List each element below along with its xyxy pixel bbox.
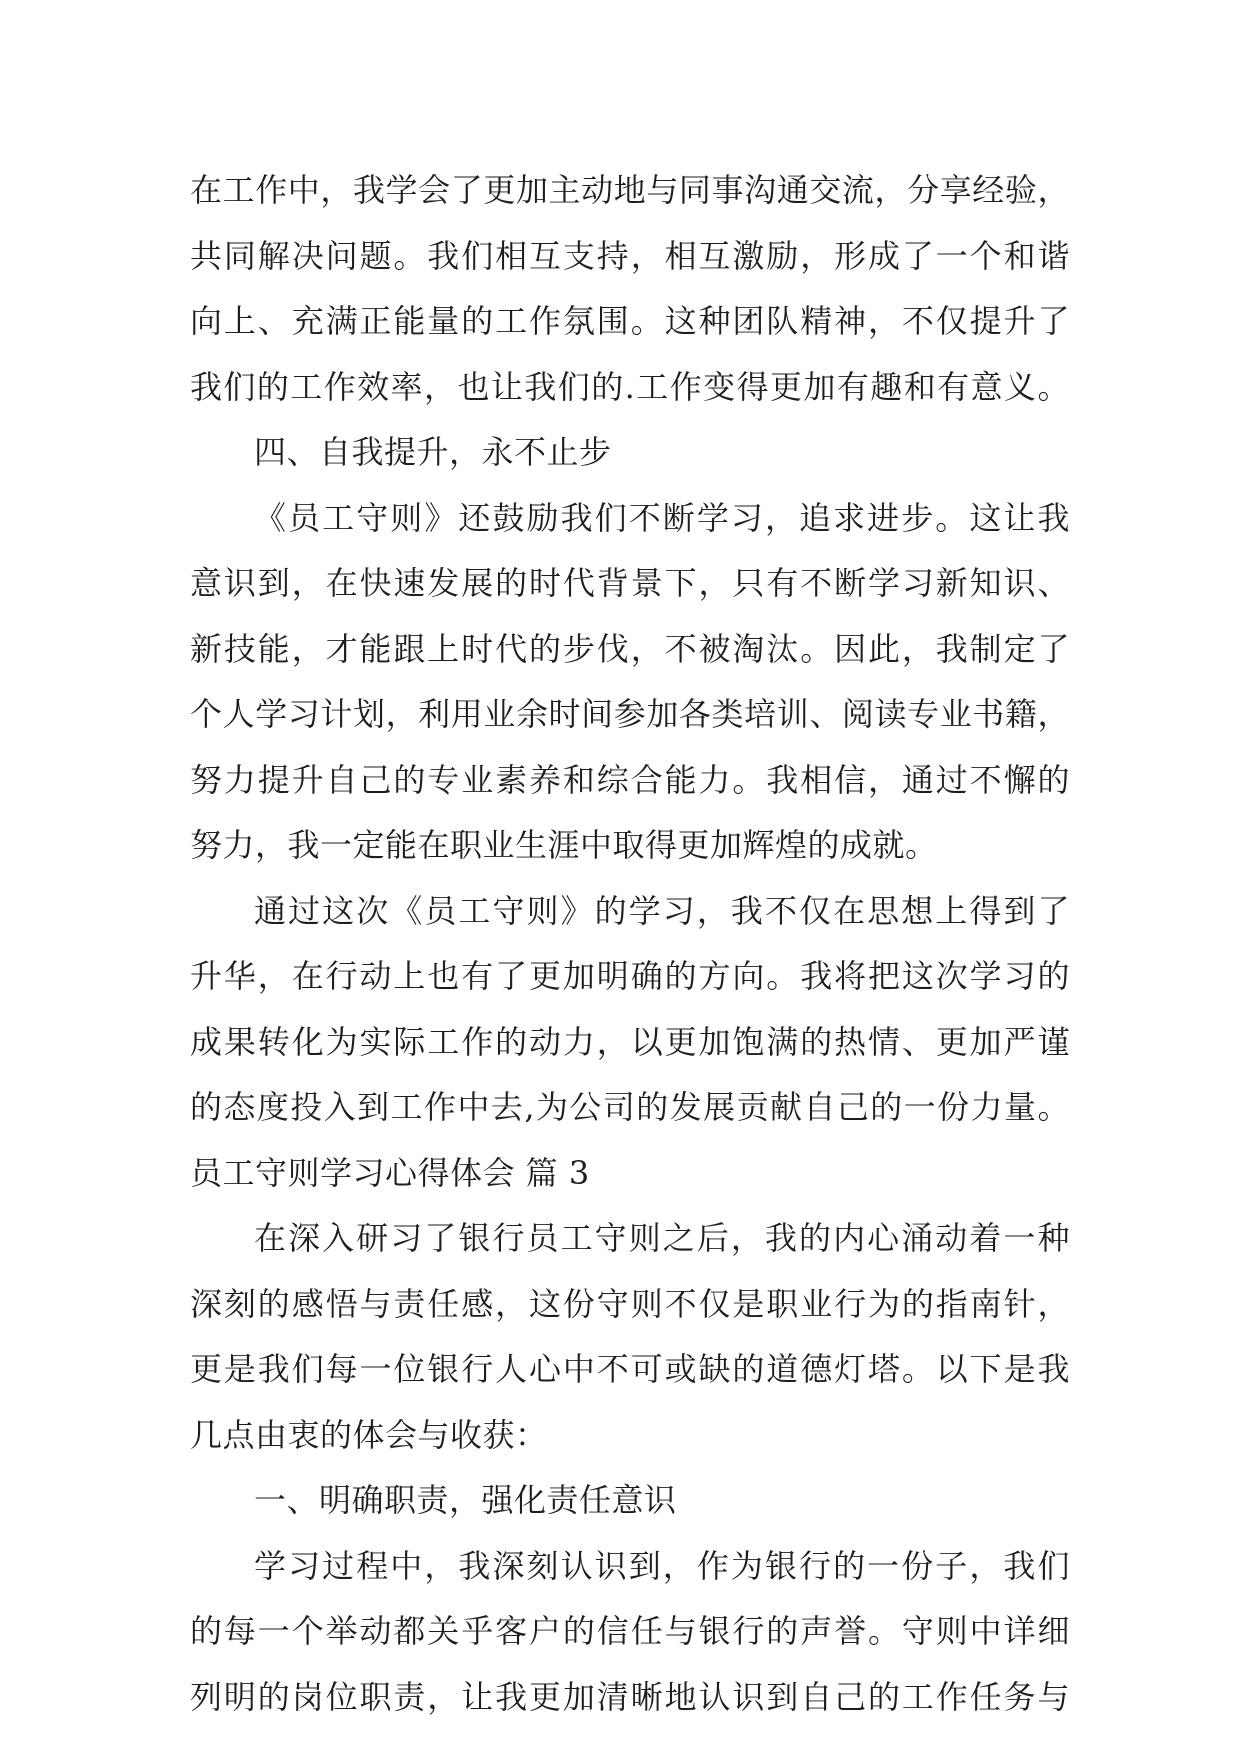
text-line: 努力提升自己的专业素养和综合能力。我相信，通过不懈的 <box>190 760 1070 799</box>
text-line: 四、自我提升，永不止步 <box>254 433 612 471</box>
text-line: 成果转化为实际工作的动力，以更加饱满的热情、更加严谨 <box>190 1022 1070 1061</box>
text-line: 在工作中，我学会了更加主动地与同事沟通交流，分享经验， <box>190 171 1070 209</box>
document-body <box>190 158 1070 1730</box>
text-line: 深刻的感悟与责任感，这份守则不仅是职业行为的指南针， <box>190 1284 1070 1323</box>
text-line: 通过这次《员工守则》的学习，我不仅在思想上得到了 <box>254 891 1070 930</box>
text-line: 在深入研习了银行员工守则之后，我的内心涌动着一种 <box>254 1219 1070 1257</box>
text-line: 努力，我一定能在职业生涯中取得更加辉煌的成就。 <box>190 826 938 864</box>
text-line: 的态度投入到工作中去,为公司的发展贡献自己的一份力量。 <box>190 1088 1070 1126</box>
text-line: 的每一个举动都关乎客户的信任与银行的声誉。守则中详细 <box>190 1612 1070 1650</box>
text-line: 《员工守则》还鼓励我们不断学习，追求进步。这让我 <box>254 498 1070 537</box>
text-line: 列明的岗位职责，让我更加清晰地认识到自己的工作任务与 <box>190 1677 1070 1716</box>
text-line: 一、明确职责，强化责任意识 <box>254 1481 677 1519</box>
text-line: 新技能，才能跟上时代的步伐，不被淘汰。因此，我制定了 <box>190 629 1070 668</box>
text-line: 学习过程中，我深刻认识到，作为银行的一份子，我们 <box>254 1546 1070 1585</box>
text-line: 意识到，在快速发展的时代背景下，只有不断学习新知识、 <box>190 564 1070 602</box>
text-line: 更是我们每一位银行人心中不可或缺的道德灯塔。以下是我 <box>190 1350 1070 1388</box>
text-line: 员工守则学习心得体会 篇 3 <box>190 1153 590 1192</box>
text-line: 升华，在行动上也有了更加明确的方向。我将把这次学习的 <box>190 957 1070 995</box>
text-line: 个人学习计划，利用业余时间参加各类培训、阅读专业书籍， <box>190 695 1070 733</box>
text-line: 向上、充满正能量的工作氛围。这种团队精神，不仅提升了 <box>190 302 1070 340</box>
text-line: 共同解决问题。我们相互支持，相互激励，形成了一个和谐 <box>190 236 1070 275</box>
text-line: 几点由衷的体会与收获： <box>190 1415 548 1454</box>
text-line: 我们的工作效率，也让我们的.工作变得更加有趣和有意义。 <box>190 367 1070 406</box>
